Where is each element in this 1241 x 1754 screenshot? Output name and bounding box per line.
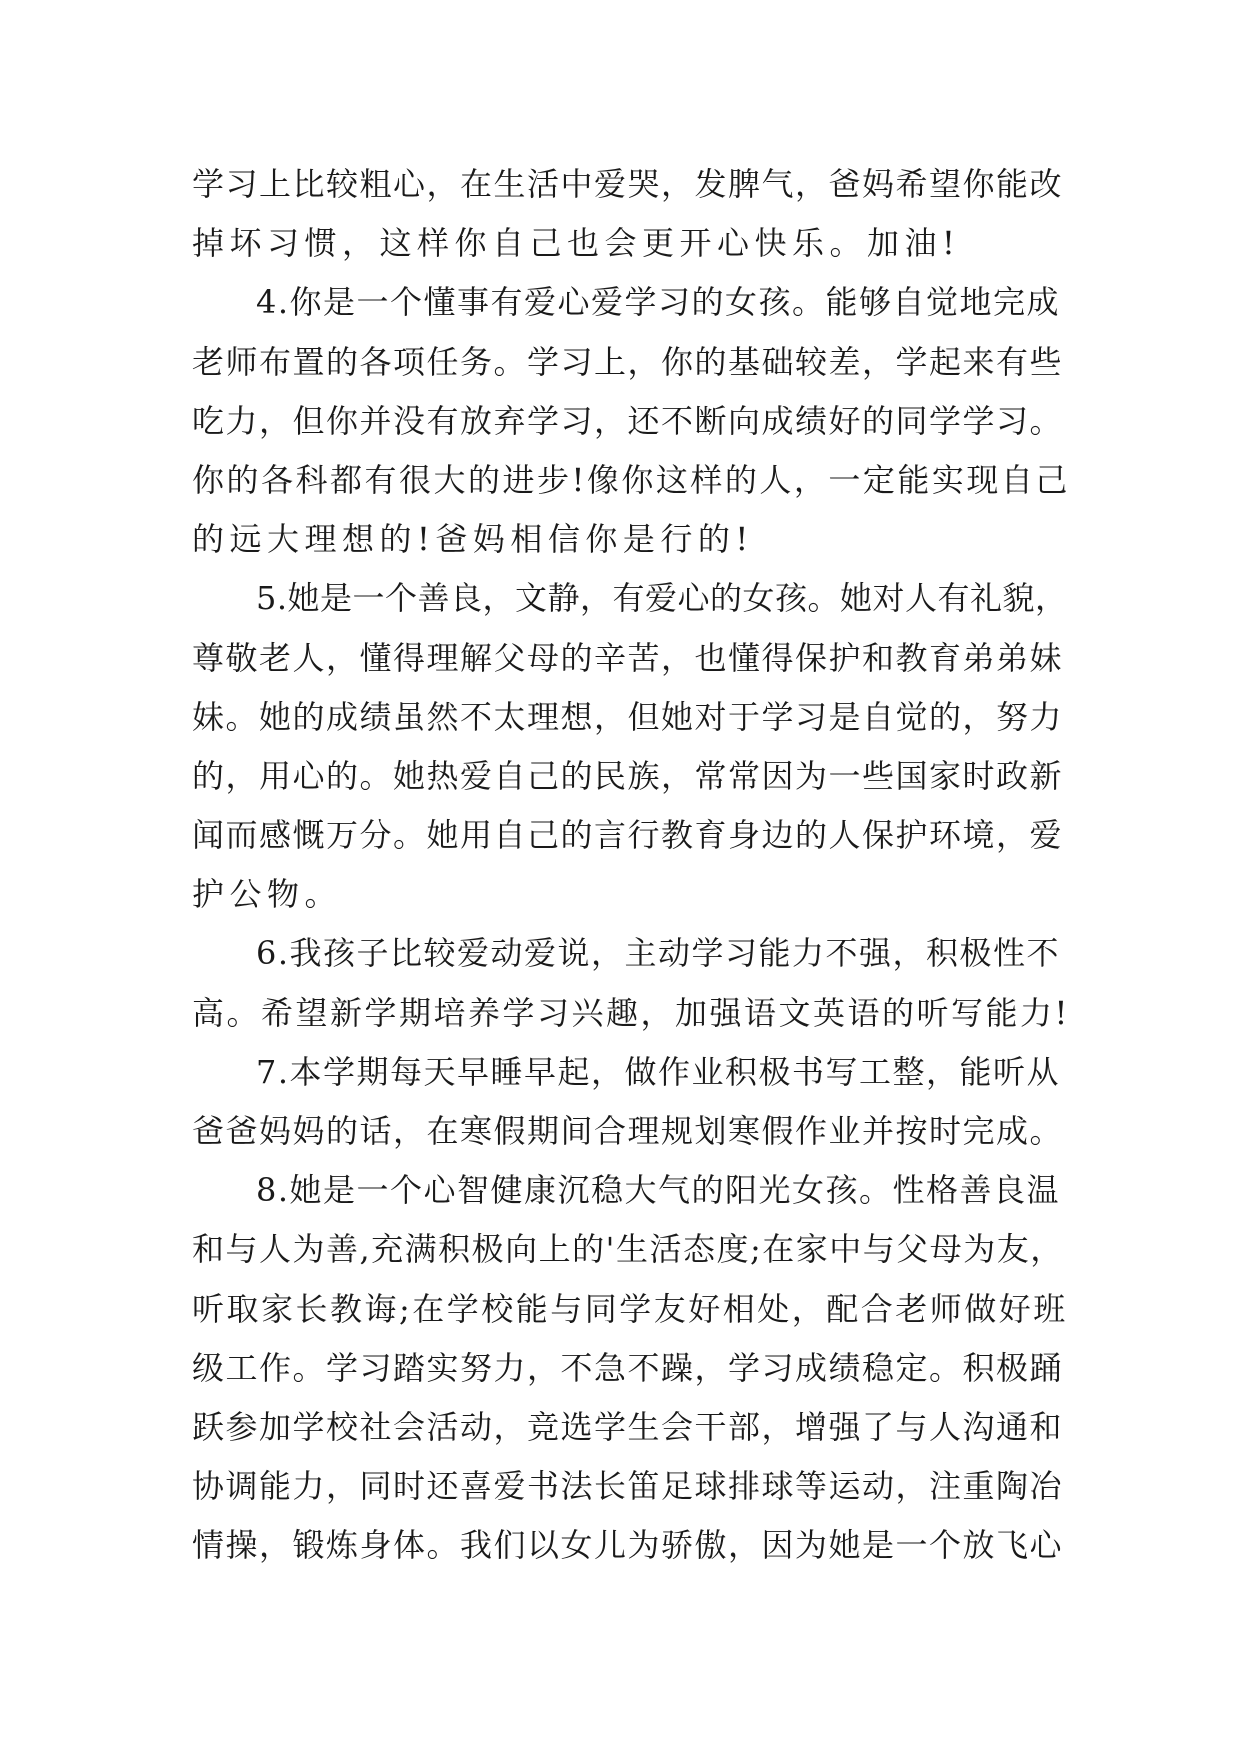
text-line: 尊敬老人，懂得理解父母的辛苦，也懂得保护和教育弟弟妹 — [192, 638, 1064, 677]
text-line: 吃力，但你并没有放弃学习，还不断向成绩好的同学学习。 — [192, 401, 1064, 440]
paragraph-start-line: 6.我孩子比较爱动爱说，主动学习能力不强，积极性不 — [256, 934, 1061, 973]
text-line: 和与人为善,充满积极向上的'生活态度;在家中与父母为友， — [192, 1230, 1064, 1269]
text-line: 跃参加学校社会活动，竞选学生会干部，增强了与人沟通和 — [192, 1407, 1064, 1446]
text-line: 的远大理想的!爸妈相信你是行的! — [192, 520, 754, 559]
text-line: 情操，锻炼身体。我们以女儿为骄傲，因为她是一个放飞心 — [192, 1526, 1064, 1565]
body-text — [192, 155, 1072, 1576]
text-line: 掉坏习惯，这样你自己也会更开心快乐。加油! — [192, 224, 961, 263]
text-line: 老师布置的各项任务。学习上，你的基础较差，学起来有些 — [192, 342, 1064, 381]
text-line: 闻而感慨万分。她用自己的言行教育身边的人保护环境，爱 — [192, 816, 1064, 855]
text-line: 学习上比较粗心，在生活中爱哭，发脾气，爸妈希望你能改 — [192, 165, 1064, 203]
paragraph-start-line: 5.她是一个善良，文静，有爱心的女孩。她对人有礼貌， — [256, 579, 1068, 618]
text-line: 协调能力，同时还喜爱书法长笛足球排球等运动，注重陶冶 — [192, 1467, 1064, 1506]
text-line: 妹。她的成绩虽然不太理想，但她对于学习是自觉的，努力 — [192, 697, 1064, 736]
text-line: 高。希望新学期培养学习兴趣，加强语文英语的听写能力! — [192, 993, 1070, 1032]
text-line: 你的各科都有很大的进步!像你这样的人，一定能实现自己 — [192, 460, 1070, 499]
paragraph-start-line: 8.她是一个心智健康沉稳大气的阳光女孩。性格善良温 — [256, 1171, 1061, 1210]
text-line: 的，用心的。她热爱自己的民族，常常因为一些国家时政新 — [192, 756, 1064, 795]
text-line: 级工作。学习踏实努力，不急不躁，学习成绩稳定。积极踊 — [192, 1348, 1064, 1387]
paragraph-start-line: 4.你是一个懂事有爱心爱学习的女孩。能够自觉地完成 — [256, 283, 1061, 322]
paragraph-start-line: 7.本学期每天早睡早起，做作业积极书写工整，能听从 — [256, 1052, 1061, 1091]
text-line: 听取家长教诲;在学校能与同学友好相处，配合老师做好班 — [192, 1289, 1068, 1328]
text-line: 护公物。 — [192, 875, 343, 914]
text-line: 爸爸妈妈的话，在寒假期间合理规划寒假作业并按时完成。 — [192, 1112, 1064, 1150]
